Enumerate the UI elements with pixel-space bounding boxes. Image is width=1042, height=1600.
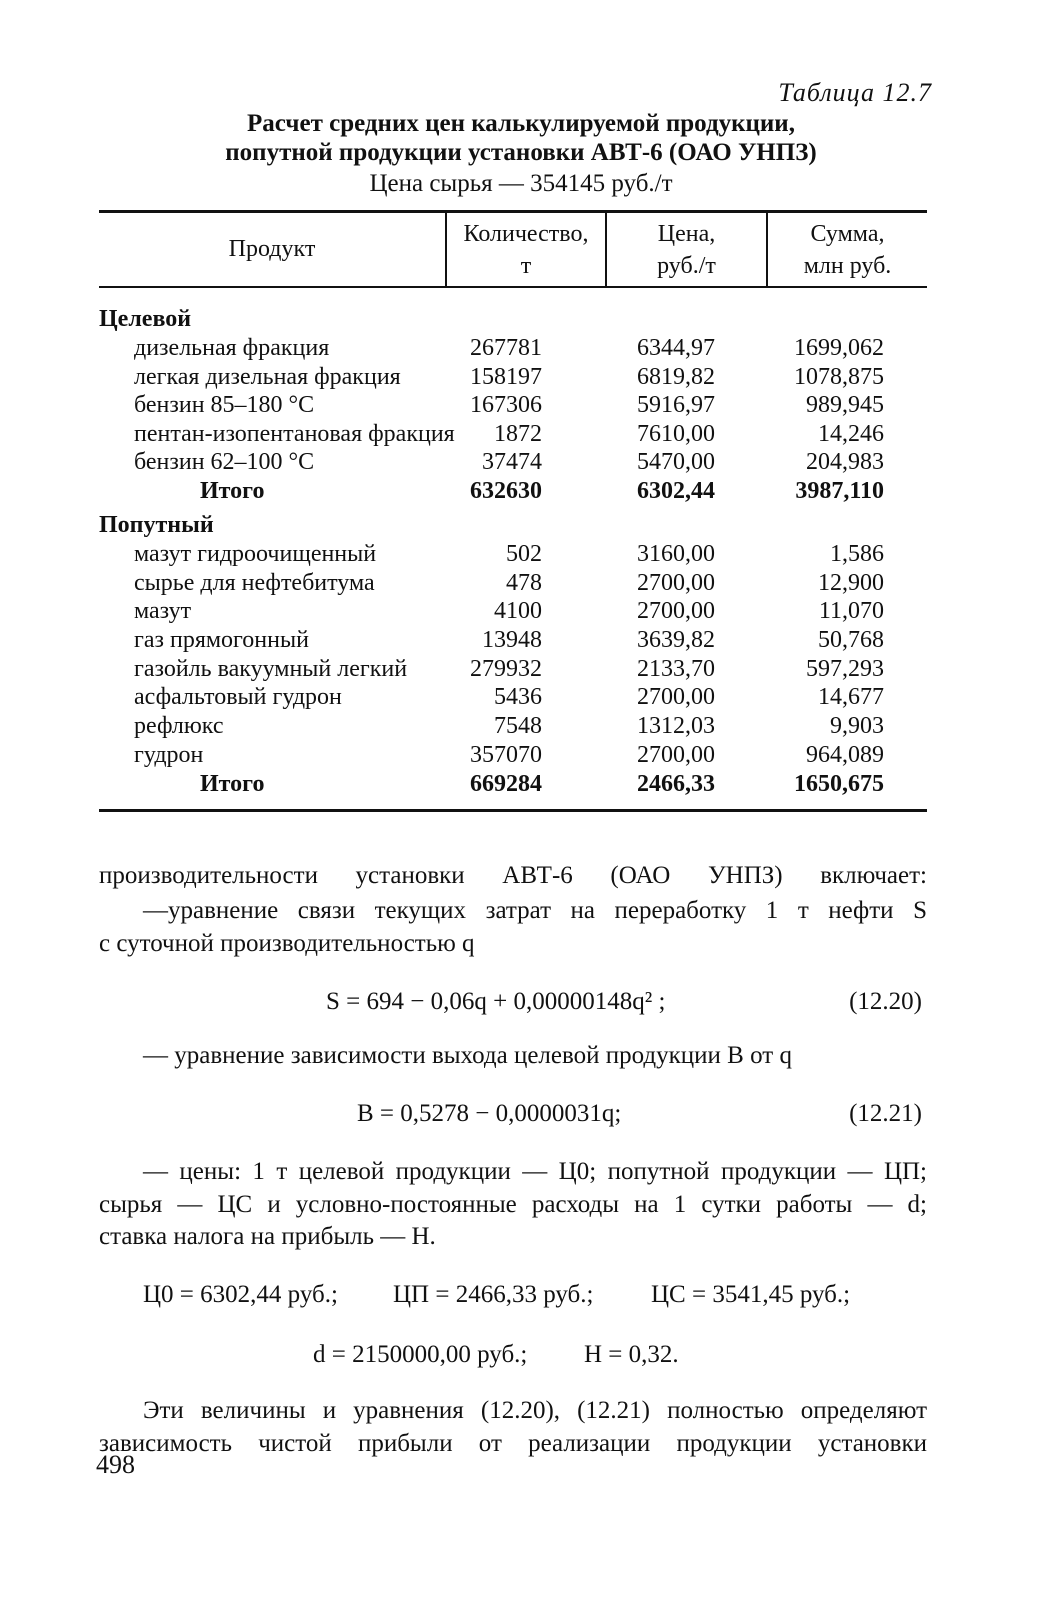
sum-cell: 989,945 [806,392,884,418]
quantity-cell: 5436 [494,684,542,710]
equation-12-21: B = 0,5278 − 0,0000031q; [357,1100,622,1127]
price-cell: 2700,00 [637,684,715,710]
sum-cell: 14,677 [818,684,884,710]
table-row [0,420,1042,449]
body-text-line: —уравнение связи текущих затрат на переработку 1 т нефти S [143,897,927,924]
table-top-rule [99,210,927,213]
body-text-line: Эти величины и уравнения (12.20), (12.21) полностью определяют [143,1397,927,1424]
product-name: газ прямогонный [134,627,309,653]
sum-cell: 12,900 [818,570,884,596]
sum-cell: 1650,675 [794,771,884,797]
table-total-row [0,770,1042,799]
price-cell: 6819,82 [637,364,715,390]
table-section-row [0,305,1042,334]
product-name: газойль вакуумный легкий [134,656,408,682]
product-name: легкая дизельная фракция [134,364,401,390]
body-text-line: — уравнение зависимости выхода целевой продукции B от q [143,1042,792,1069]
table-row [0,683,1042,712]
table-row [0,334,1042,363]
body-text-line: сырья — ЦС и условно-постоянные расходы на 1 сутки работы — d; [99,1191,927,1218]
equation-number: (12.20) [849,988,922,1015]
quantity-cell: 4100 [494,598,542,624]
header-price-line-1: Цена, [657,221,716,247]
quantity-cell: 279932 [470,656,542,682]
product-name: мазут гидроочищенный [134,541,377,567]
quantity-cell: 357070 [470,742,542,768]
table-row [0,363,1042,392]
body-text-line: ставка налога на прибыль — H. [99,1223,436,1250]
price-cell: 2133,70 [637,656,715,682]
price-cell: 2466,33 [637,771,715,797]
price-cell: 7610,00 [637,421,715,447]
table-row [0,626,1042,655]
price-cell: 5470,00 [637,449,715,475]
product-name: мазут [134,598,192,624]
body-text-line: зависимость чистой прибыли от реализации продукции установки [99,1430,927,1457]
header-sum-line-2: млн руб. [803,253,892,279]
table-row [0,712,1042,741]
table-subtitle: Цена сырья — 354145 руб./т [369,170,673,197]
product-name: сырье для нефтебитума [134,570,375,596]
header-quantity-line-2: т [520,253,532,279]
sum-cell: 204,983 [806,449,884,475]
equation-number: (12.21) [849,1100,922,1127]
table-row [0,597,1042,626]
price-cell: 2700,00 [637,570,715,596]
sum-cell: 1699,062 [794,335,884,361]
table-row [0,448,1042,477]
quantity-cell: 478 [506,570,542,596]
price-cell: 2700,00 [637,598,715,624]
value-fixed-costs: d = 2150000,00 руб.; [313,1341,528,1368]
body-text-line: производительности установки АВТ-6 (ОАО УНПЗ) включает: [99,862,927,889]
table-row [0,391,1042,420]
table-row [0,540,1042,569]
table-label: Таблица 12.7 [778,78,932,107]
sum-cell: 9,903 [830,713,884,739]
quantity-cell: 502 [506,541,542,567]
price-cell: 6302,44 [637,478,715,504]
product-name: пентан-изопентановая фракция [134,421,455,447]
price-cell: 5916,97 [637,392,715,418]
product-name: асфальтовый гудрон [134,684,342,710]
price-cell: 3160,00 [637,541,715,567]
page-number: 498 [96,1450,135,1479]
quantity-cell: 7548 [494,713,542,739]
section-label: Попутный [99,512,214,538]
sum-cell: 50,768 [818,627,884,653]
price-cell: 2700,00 [637,742,715,768]
sum-cell: 597,293 [806,656,884,682]
product-name: бензин 85–180 °С [134,392,315,418]
table-title-line-1: Расчет средних цен калькулируемой продукции, [247,110,795,137]
header-quantity-line-1: Количество, [463,221,589,247]
header-price-line-2: руб./т [657,253,716,279]
header-sum-line-1: Сумма, [810,221,885,247]
sum-cell: 11,070 [818,598,884,624]
price-cell: 6344,97 [637,335,715,361]
table-bottom-rule [99,809,927,812]
product-name: рефлюкс [134,713,224,739]
section-label: Целевой [99,306,192,332]
value-price-raw: ЦС = 3541,45 руб.; [651,1281,851,1308]
total-label: Итого [200,771,265,797]
sum-cell: 1,586 [830,541,884,567]
value-tax-rate: H = 0,32. [584,1341,679,1368]
table-title-line-2: попутной продукции установки АВТ-6 (ОАО УНПЗ) [225,139,817,166]
header-product: Продукт [228,236,316,262]
quantity-cell: 267781 [470,335,542,361]
quantity-cell: 669284 [470,771,542,797]
quantity-cell: 13948 [482,627,542,653]
value-price-target: Ц0 = 6302,44 руб.; [143,1281,338,1308]
quantity-cell: 1872 [494,421,542,447]
table-section-row [0,511,1042,540]
sum-cell: 964,089 [806,742,884,768]
sum-cell: 1078,875 [794,364,884,390]
price-cell: 1312,03 [637,713,715,739]
quantity-cell: 167306 [470,392,542,418]
quantity-cell: 158197 [470,364,542,390]
quantity-cell: 632630 [470,478,542,504]
table-total-row [0,477,1042,506]
table-header-rule [99,286,927,288]
sum-cell: 14,246 [818,421,884,447]
product-name: бензин 62–100 °С [134,449,315,475]
value-price-byproduct: ЦП = 2466,33 руб.; [393,1281,594,1308]
table-row [0,741,1042,770]
price-cell: 3639,82 [637,627,715,653]
product-name: дизельная фракция [134,335,330,361]
equation-12-20: S = 694 − 0,06q + 0,00000148q² ; [326,988,666,1015]
product-name: гудрон [134,742,204,768]
table-row [0,569,1042,598]
body-text-line: — цены: 1 т целевой продукции — Ц0; попутной продукции — ЦП; [143,1158,927,1185]
table-row [0,655,1042,684]
quantity-cell: 37474 [482,449,542,475]
body-text-line: с суточной производительностью q [99,930,475,957]
total-label: Итого [200,478,265,504]
sum-cell: 3987,110 [795,478,884,504]
